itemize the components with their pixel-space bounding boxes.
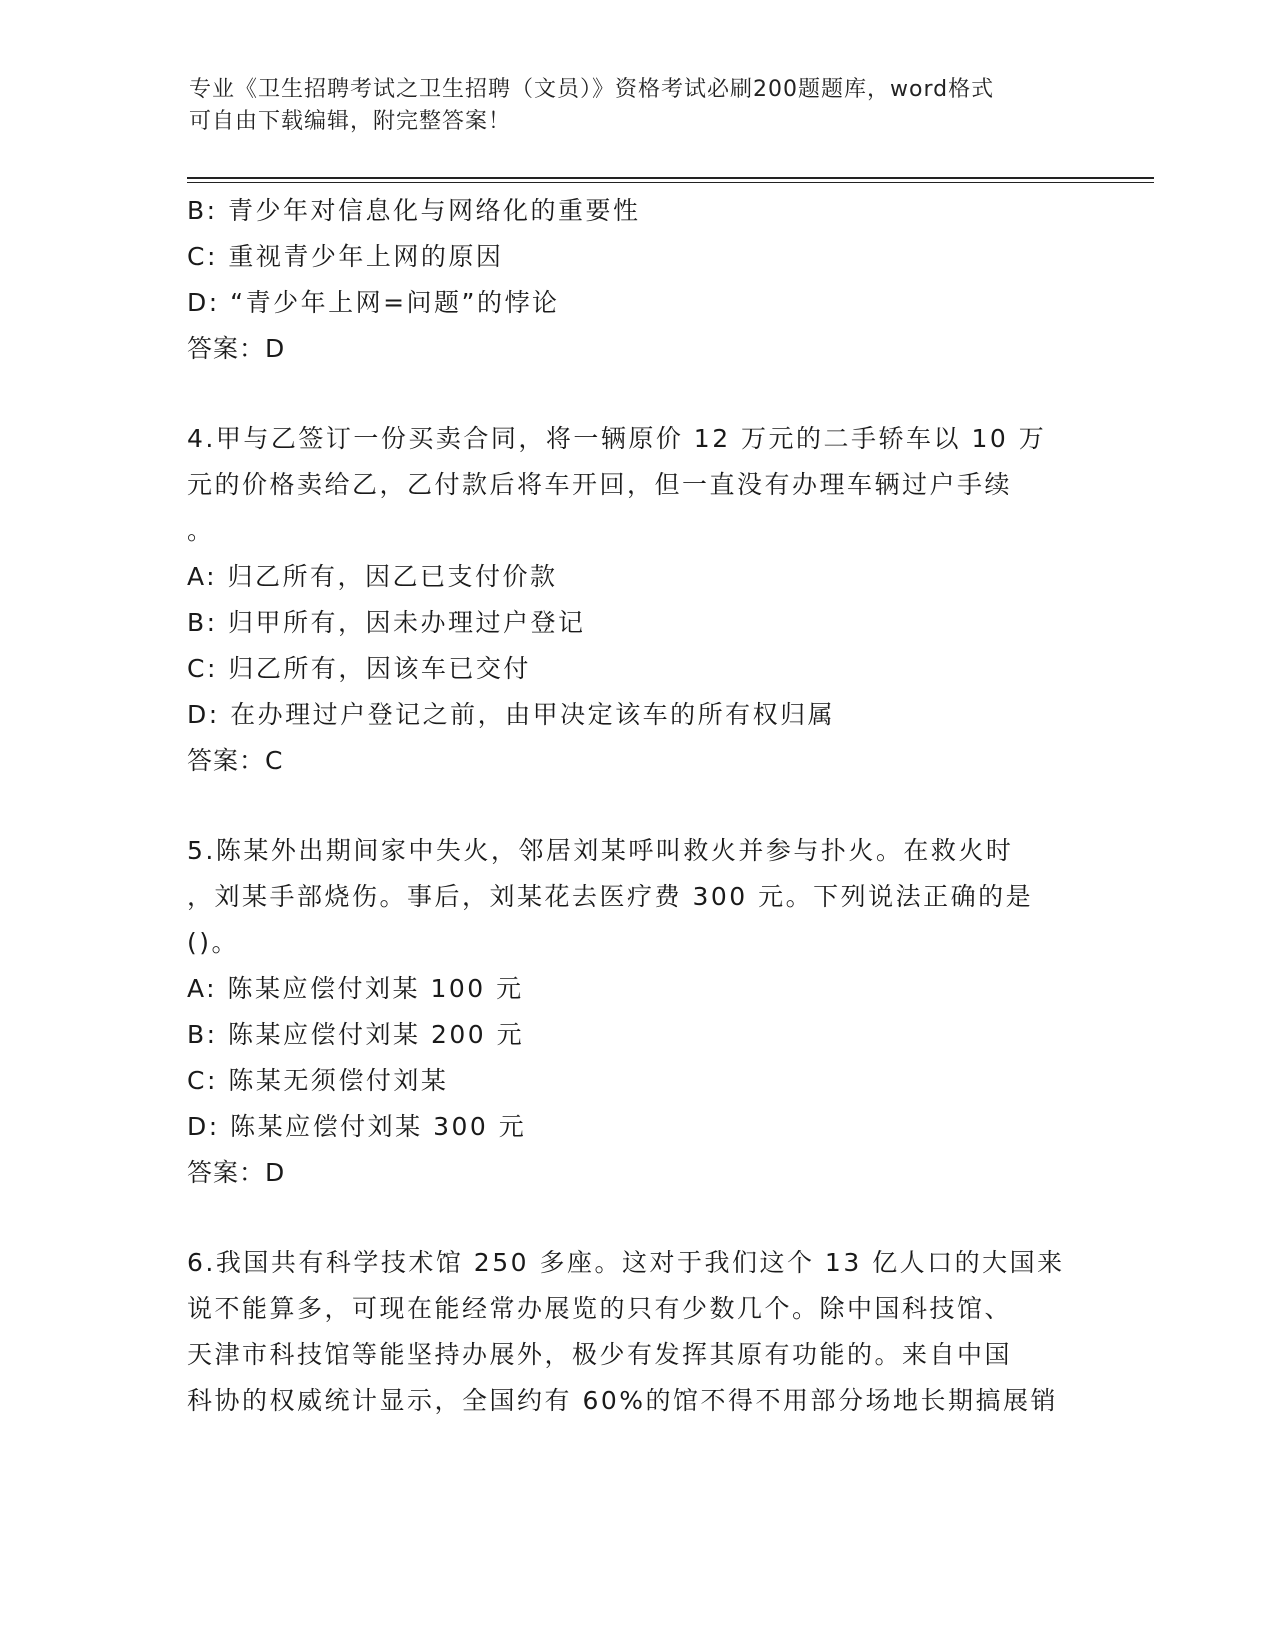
header-divider-thin [187, 182, 1154, 183]
question-stem-line: ，刘某手部烧伤。事后，刘某花去医疗费 300 元。下列说法正确的是 [187, 882, 1034, 911]
question-4 [187, 416, 1087, 784]
option-d: D: “青少年上网=问题”的悖论 [187, 288, 560, 317]
option-d: D: 陈某应偿付刘某 300 元 [187, 1112, 527, 1141]
option-c: C: 陈某无须偿付刘某 [187, 1066, 449, 1095]
option-b: B: 归甲所有，因未办理过户登记 [187, 608, 586, 637]
question-stem-line: ()。 [187, 928, 240, 957]
header-line-2: 可自由下载编辑，附完整答案！ [189, 109, 512, 134]
option-b: B: 青少年对信息化与网络化的重要性 [187, 196, 641, 225]
page-header [189, 74, 1089, 138]
option-c: C: 归乙所有，因该车已交付 [187, 654, 531, 683]
document-body [187, 188, 1087, 1424]
question-stem-line: 4.甲与乙签订一份买卖合同，将一辆原价 12 万元的二手轿车以 10 万 [187, 424, 1047, 453]
spacer [187, 784, 1087, 828]
option-b: B: 陈某应偿付刘某 200 元 [187, 1020, 525, 1049]
option-c: C: 重视青少年上网的原因 [187, 242, 504, 271]
header-line-1: 专业《卫生招聘考试之卫生招聘（文员）》资格考试必刷200题题库，word格式 [189, 77, 995, 102]
question-5 [187, 828, 1087, 1196]
spacer [187, 372, 1087, 416]
spacer [187, 1196, 1087, 1240]
option-d: D: 在办理过户登记之前，由甲决定该车的所有权归属 [187, 700, 836, 729]
answer-line: 答案：D [187, 334, 286, 363]
question-stem-line: 科协的权威统计显示，全国约有 60%的馆不得不用部分场地长期搞展销 [187, 1386, 1059, 1415]
answer-line: 答案：C [187, 746, 284, 775]
question-3-continued [187, 188, 1087, 372]
question-stem-line: 5.陈某外出期间家中失火，邻居刘某呼叫救火并参与扑火。在救火时 [187, 836, 1014, 865]
answer-line: 答案：D [187, 1158, 286, 1187]
option-a: A: 归乙所有，因乙已支付价款 [187, 562, 558, 591]
question-stem-line: 元的价格卖给乙，乙付款后将车开回，但一直没有办理车辆过户手续 [187, 470, 1013, 499]
option-a: A: 陈某应偿付刘某 100 元 [187, 974, 524, 1003]
question-6 [187, 1240, 1087, 1424]
header-divider-thick [187, 177, 1154, 179]
question-stem-line: 6.我国共有科学技术馆 250 多座。这对于我们这个 13 亿人口的大国来 [187, 1248, 1065, 1277]
question-stem-line: 。 [187, 516, 215, 545]
question-stem-line: 说不能算多，可现在能经常办展览的只有少数几个。除中国科技馆、 [187, 1294, 1013, 1323]
question-stem-line: 天津市科技馆等能坚持办展外，极少有发挥其原有功能的。来自中国 [187, 1340, 1013, 1369]
